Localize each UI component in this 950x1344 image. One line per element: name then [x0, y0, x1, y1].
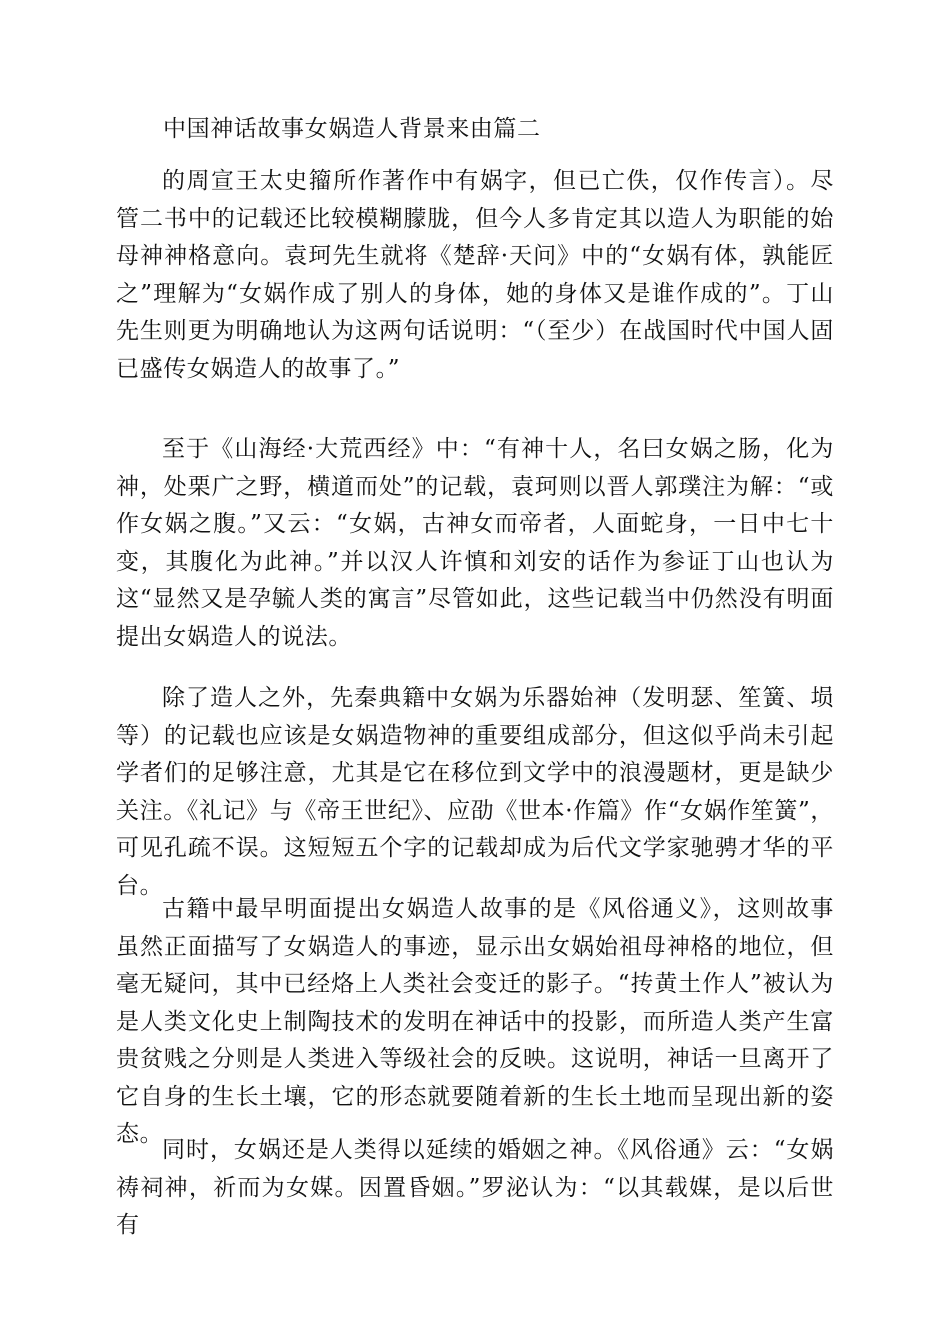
document-title: 中国神话故事女娲造人背景来由篇二	[163, 116, 541, 142]
paragraph-5: 同时，女娲还是人类得以延续的婚姻之神。《风俗通》云：“女娲祷祠神，祈而为女媒。因置昏姻。”罗泌认为：“以其载媒，是以后世有	[116, 1137, 834, 1238]
paragraph-1: 的周宣王太史籀所作著作中有娲字，但已亡佚，仅作传言）。尽管二书中的记载还比较模糊朦胧，但今人多肯定其以造人为职能的始母神神格意向。袁珂先生就将《楚辞·天问》中的“女娲有体，孰能匠之”理解为“女娲作成了别人的身体，她的身体又是谁作成的”。丁山先生则更为明确地认为这两句话说明：“（至少）在战国时代中国人固已盛传女娲造人的故事了。”	[116, 168, 834, 382]
paragraph-2: 至于《山海经·大荒西经》中：“有神十人，名曰女娲之肠，化为神，处栗广之野，横道而处”的记载，袁珂则以晋人郭璞注为解：“或作女娲之腹。”又云：“女娲，古神女而帝者，人面蛇身，一日中七十变，其腹化为此神。”并以汉人许慎和刘安的话作为参证丁山也认为这“显然又是孕毓人类的寓言”尽管如此，这些记载当中仍然没有明面提出女娲造人的说法。	[116, 436, 834, 650]
paragraph-4: 古籍中最早明面提出女娲造人故事的是《风俗通义》，这则故事虽然正面描写了女娲造人的事迹，显示出女娲始祖母神格的地位，但毫无疑问，其中已经烙上人类社会变迁的影子。“抟黄土作人”被认为是人类文化史上制陶技术的发明在神话中的投影，而所造人类产生富贵贫贱之分则是人类进入等级社会的反映。这说明，神话一旦离开了它自身的生长土壤，它的形态就要随着新的生长土地而呈现出新的姿态。	[116, 896, 834, 1147]
paragraph-3: 除了造人之外，先秦典籍中女娲为乐器始神（发明瑟、笙簧、埙等）的记载也应该是女娲造物神的重要组成部分，但这似乎尚未引起学者们的足够注意，尤其是它在移位到文学中的浪漫题材，更是缺少关注。《礼记》与《帝王世纪》、应劭《世本·作篇》作“女娲作笙簧”，可见孔疏不误。这短短五个字的记载却成为后代文学家驰骋才华的平台。	[116, 685, 834, 899]
